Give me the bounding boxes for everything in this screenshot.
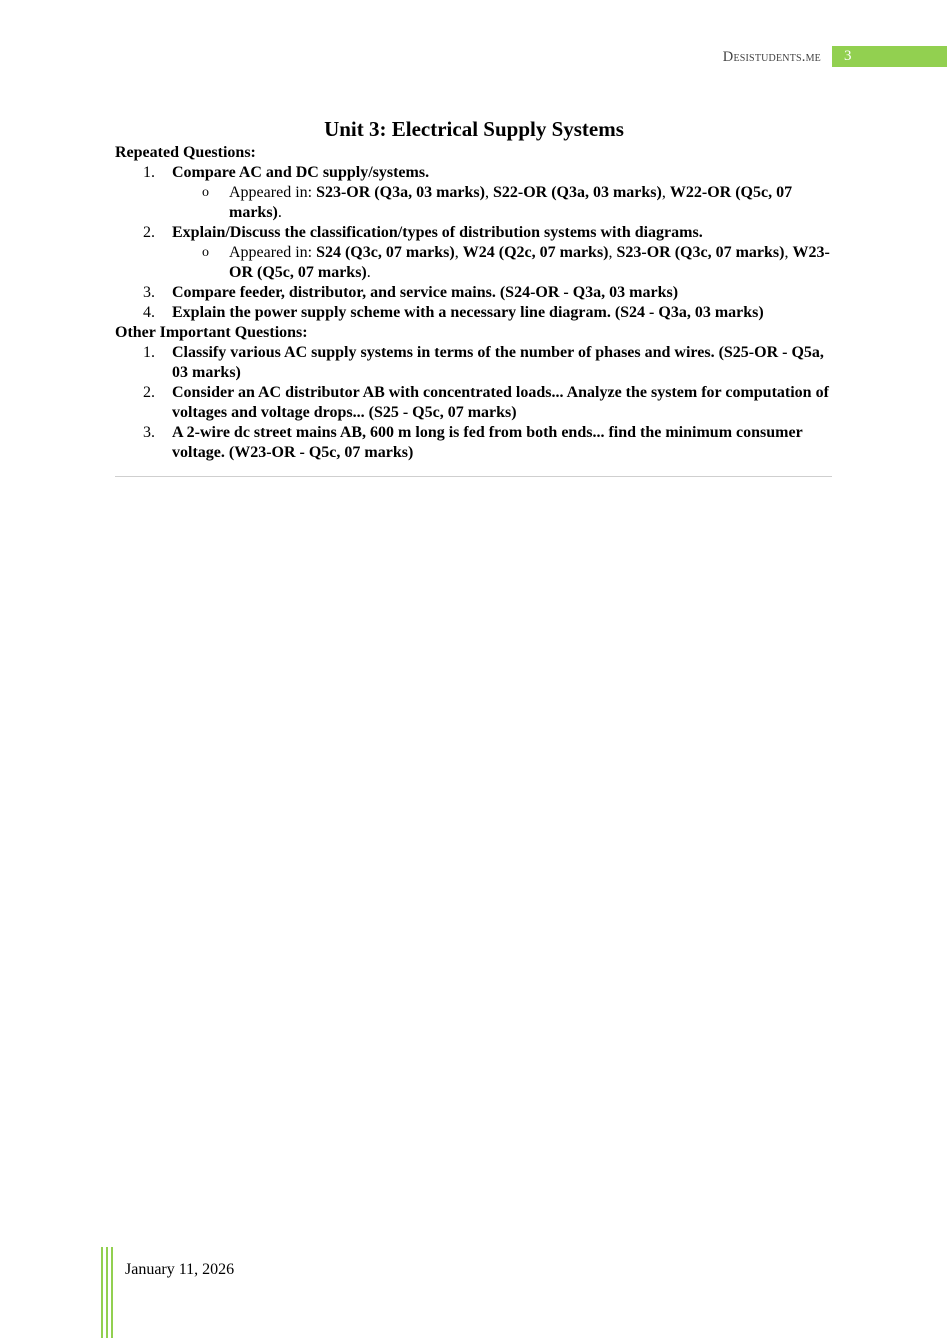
accent-bar — [101, 1247, 103, 1338]
ref-separator: , — [454, 244, 463, 261]
exam-ref: W23-OR (Q5c, 07 marks) — [229, 244, 830, 281]
question-text: Explain/Discuss the classification/types of distribution systems with diagrams. — [172, 224, 703, 241]
repeated-questions-heading: Repeated Questions: — [115, 144, 256, 161]
header-site-name: Desistudents.me — [722, 49, 821, 65]
ref-separator: . — [366, 264, 371, 281]
list-number: 4. — [143, 304, 155, 321]
list-item — [115, 343, 831, 383]
list-item — [115, 303, 831, 323]
list-number: 3. — [143, 284, 155, 301]
list-item — [115, 423, 831, 463]
list-number: 1. — [143, 344, 155, 361]
ref-separator: . — [277, 204, 282, 221]
list-number: 2. — [143, 384, 155, 401]
exam-ref: W22-OR (Q5c, 07 marks) — [229, 184, 793, 221]
appeared-in-item — [115, 243, 831, 283]
list-item — [115, 223, 831, 243]
accent-bar — [106, 1247, 108, 1338]
appeared-prefix: Appeared in: — [229, 184, 317, 201]
list-item — [115, 283, 831, 303]
list-item — [115, 163, 831, 183]
question-text: Classify various AC supply systems in terms of the number of phases and wires. (S25-OR - Q5a, 03 marks) — [172, 344, 824, 381]
list-item — [115, 383, 831, 423]
list-number: 2. — [143, 224, 155, 241]
question-text: Consider an AC distributor AB with concentrated loads... Analyze the system for computation of voltages and voltage drops... (S25 - Q5c, 07 marks) — [172, 384, 829, 421]
bullet-icon: o — [202, 185, 209, 200]
question-text: Compare feeder, distributor, and service mains. (S24-OR - Q3a, 03 marks) — [172, 284, 679, 301]
ref-separator: , — [484, 184, 493, 201]
accent-bar — [111, 1247, 113, 1338]
footer-date: January 11, 2026 — [125, 1261, 235, 1278]
ref-separator: , — [784, 244, 793, 261]
list-number: 3. — [143, 424, 155, 441]
footer-accent-bars — [101, 1247, 115, 1338]
ref-separator: , — [608, 244, 617, 261]
question-text: Compare AC and DC supply/systems. — [172, 164, 430, 181]
page-title: Unit 3: Electrical Supply Systems — [324, 117, 624, 141]
other-questions-heading: Other Important Questions: — [115, 324, 308, 341]
exam-ref: S24 (Q3c, 07 marks) — [316, 244, 455, 261]
appeared-prefix: Appeared in: — [229, 244, 317, 261]
exam-ref: W24 (Q2c, 07 marks) — [462, 244, 609, 261]
question-text: A 2-wire dc street mains AB, 600 m long is fed from both ends... find the minimum consumer voltage. (W23-OR - Q5c, 07 marks) — [172, 424, 803, 461]
ref-separator: , — [661, 184, 670, 201]
page-number-badge: 3 — [832, 46, 947, 67]
question-text: Explain the power supply scheme with a necessary line diagram. (S24 - Q3a, 03 marks) — [172, 304, 764, 321]
exam-ref: S23-OR (Q3c, 07 marks) — [616, 244, 785, 261]
appeared-in-item — [115, 183, 831, 223]
list-number: 1. — [143, 164, 155, 181]
document-body — [115, 115, 831, 463]
exam-ref: S22-OR (Q3a, 03 marks) — [492, 184, 662, 201]
section-divider — [115, 476, 832, 477]
exam-ref: S23-OR (Q3a, 03 marks) — [316, 184, 485, 201]
bullet-icon: o — [202, 245, 209, 260]
